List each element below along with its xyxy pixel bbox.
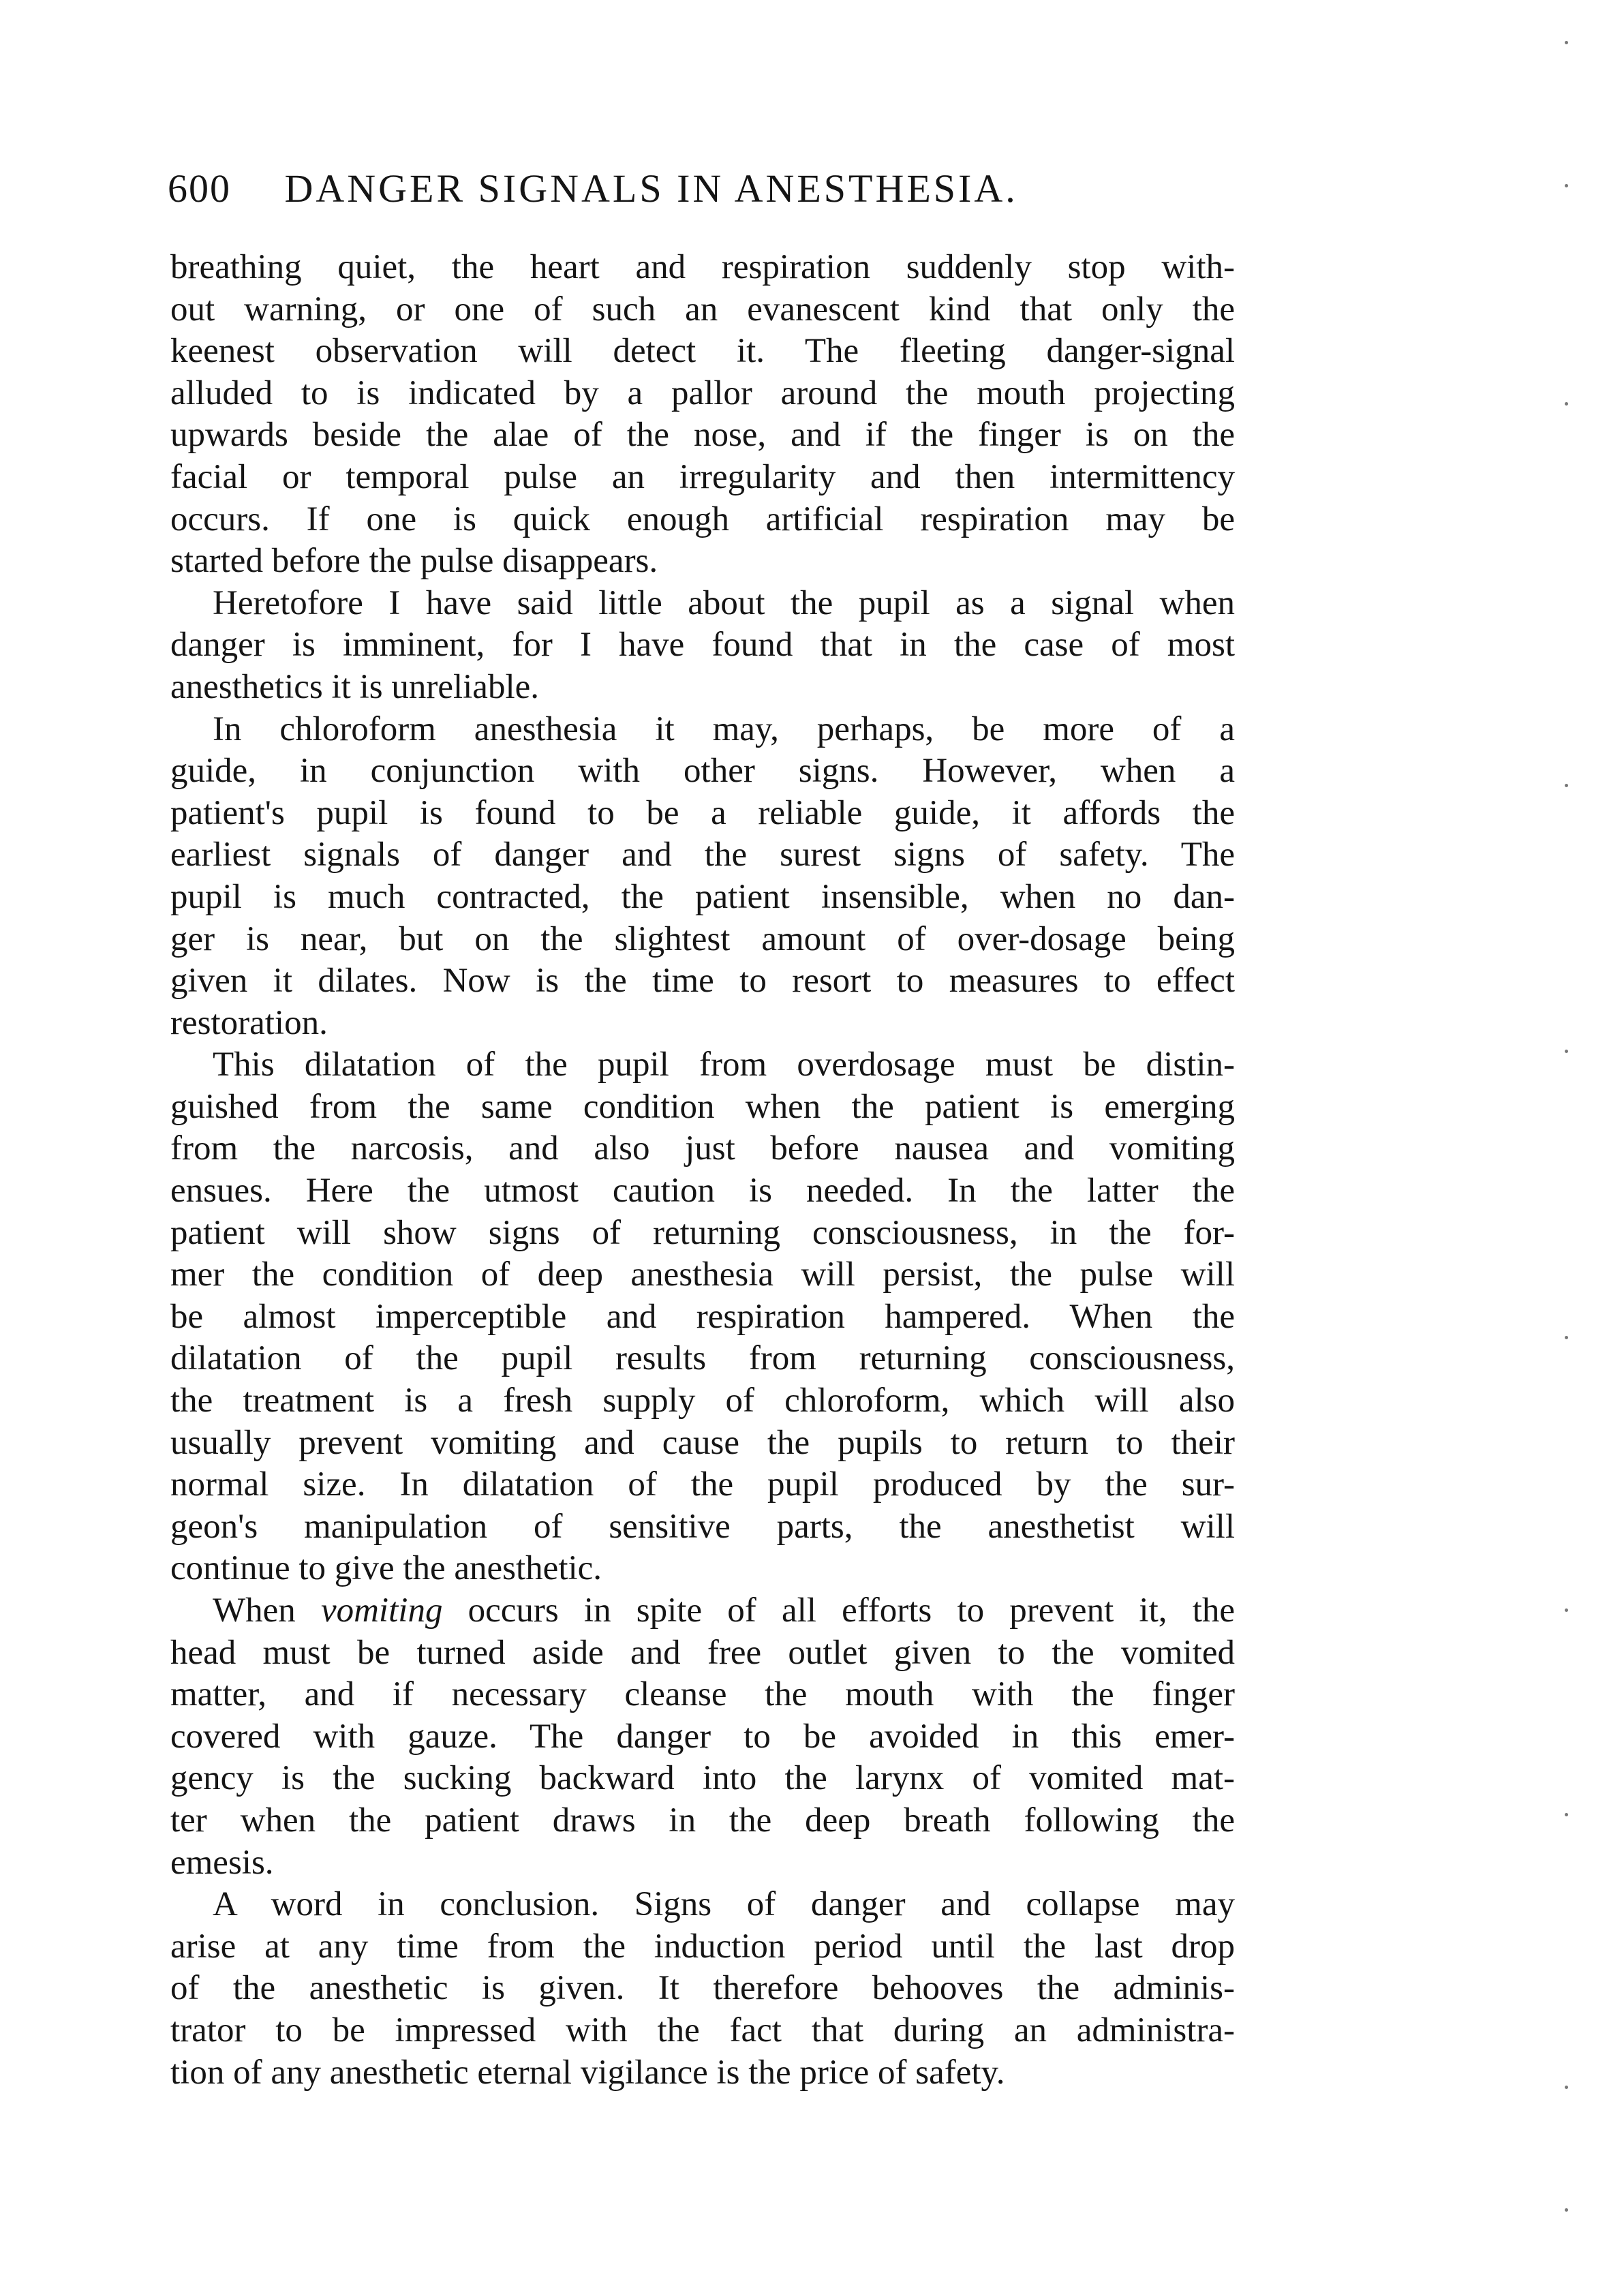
text-line: pupil is much contracted, the patient insensible, when no dan- <box>170 877 1235 916</box>
paragraph-4 <box>170 1044 1235 1590</box>
text-line: danger is imminent, for I have found that in the case of most <box>170 626 1235 665</box>
text-line: gency is the sucking backward into the larynx of vomited mat- <box>170 1759 1235 1798</box>
text-run: When <box>213 1591 321 1630</box>
paragraph-6 <box>170 1884 1235 2094</box>
text-line: be almost imperceptible and respiration hampered. When the <box>170 1297 1235 1336</box>
text-line: Heretofore I have said little about the pupil as a signal when <box>213 583 1235 622</box>
scan-speck <box>1565 2208 1568 2212</box>
text-line: patient will show signs of returning consciousness, in the for- <box>170 1213 1235 1252</box>
text-line: guide, in conjunction with other signs. However, when a <box>170 752 1235 791</box>
text-line: patient's pupil is found to be a reliable guide, it affords the <box>170 793 1235 832</box>
text-line: covered with gauze. The danger to be avoided in this emer- <box>170 1717 1235 1756</box>
text-line: upwards beside the alae of the nose, and if the finger is on the <box>170 416 1235 455</box>
text-line: In chloroform anesthesia it may, perhaps, be more of a <box>213 710 1235 748</box>
text-line: head must be turned aside and free outlet given to the vomited <box>170 1633 1235 1672</box>
text-line: continue to give the anesthetic. <box>170 1549 602 1588</box>
text-line: from the narcosis, and also just before nausea and vomiting <box>170 1129 1235 1168</box>
scan-speck <box>1565 1336 1568 1339</box>
text-line: ter when the patient draws in the deep breath following the <box>170 1801 1235 1840</box>
text-line: alluded to is indicated by a pallor around the mouth projecting <box>170 373 1235 412</box>
text-line: A word in conclusion. Signs of danger and collapse may <box>213 1885 1235 1924</box>
running-title: DANGER SIGNALS IN ANESTHESIA. <box>284 166 1018 211</box>
text-line: tion of any anesthetic eternal vigilance is the price of safety. <box>170 2053 1005 2092</box>
text-line: geon's manipulation of sensitive parts, the anesthetist will <box>170 1507 1235 1546</box>
text-line: given it dilates. Now is the time to resort to measures to effect <box>170 962 1235 1001</box>
text-line: earliest signals of danger and the surest signs of safety. The <box>170 836 1235 874</box>
text-line: ger is near, but on the slightest amount of over-dosage being <box>170 919 1235 958</box>
italic-term: vomiting <box>320 1591 443 1630</box>
page-header <box>168 158 1258 219</box>
text-line: This dilatation of the pupil from overdosage must be distin- <box>213 1046 1235 1084</box>
text-line: matter, and if necessary cleanse the mouth with the finger <box>170 1675 1235 1714</box>
text-line: usually prevent vomiting and cause the pupils to return to their <box>170 1423 1235 1462</box>
text-line: the treatment is a fresh supply of chloroform, which will also <box>170 1382 1235 1420</box>
scan-speck <box>1565 1813 1568 1816</box>
paragraph-5 <box>170 1590 1235 1884</box>
text-line: facial or temporal pulse an irregularity and then intermittency <box>170 457 1235 496</box>
text-line: arise at any time from the induction period until the last drop <box>170 1927 1235 1966</box>
text-line: out warning, or one of such an evanescent kind that only the <box>170 290 1235 329</box>
scan-speck <box>1565 2086 1568 2089</box>
text-line: trator to be impressed with the fact that during an administra- <box>170 2011 1235 2049</box>
scan-speck <box>1565 1608 1568 1612</box>
text-line: guished from the same condition when the patient is emerging <box>170 1087 1235 1126</box>
scan-speck <box>1565 1050 1568 1053</box>
scan-speck <box>1565 41 1568 44</box>
scan-speck <box>1565 784 1568 787</box>
text-line: normal size. In dilatation of the pupil produced by the sur- <box>170 1465 1235 1504</box>
paragraph-3 <box>170 709 1235 1045</box>
text-line: of the anesthetic is given. It therefore behooves the adminis- <box>170 1969 1235 2008</box>
scan-speck <box>1565 184 1568 187</box>
page-number: 600 <box>168 166 231 211</box>
text-line: started before the pulse disappears. <box>170 542 658 581</box>
text-line: keenest observation will detect it. The fleeting danger-signal <box>170 332 1235 371</box>
text-line: emesis. <box>170 1843 274 1882</box>
text-line <box>170 1590 1235 1632</box>
text-run: occurs in spite of all efforts to prevent it, the <box>442 1591 1235 1630</box>
scan-edge-specks <box>1565 41 1585 2276</box>
text-line: restoration. <box>170 1003 328 1042</box>
paragraph-1 <box>170 247 1235 583</box>
text-line: dilatation of the pupil results from returning consciousness, <box>170 1339 1235 1378</box>
text-line: breathing quiet, the heart and respiration suddenly stop with- <box>170 248 1235 286</box>
text-line: mer the condition of deep anesthesia will persist, the pulse will <box>170 1255 1235 1294</box>
text-line: ensues. Here the utmost caution is needed. In the latter the <box>170 1172 1235 1210</box>
body-text <box>170 247 1235 2094</box>
text-line: anesthetics it is unreliable. <box>170 667 540 706</box>
scan-speck <box>1565 402 1568 406</box>
paragraph-2 <box>170 583 1235 709</box>
text-line: occurs. If one is quick enough artificial respiration may be <box>170 500 1235 538</box>
